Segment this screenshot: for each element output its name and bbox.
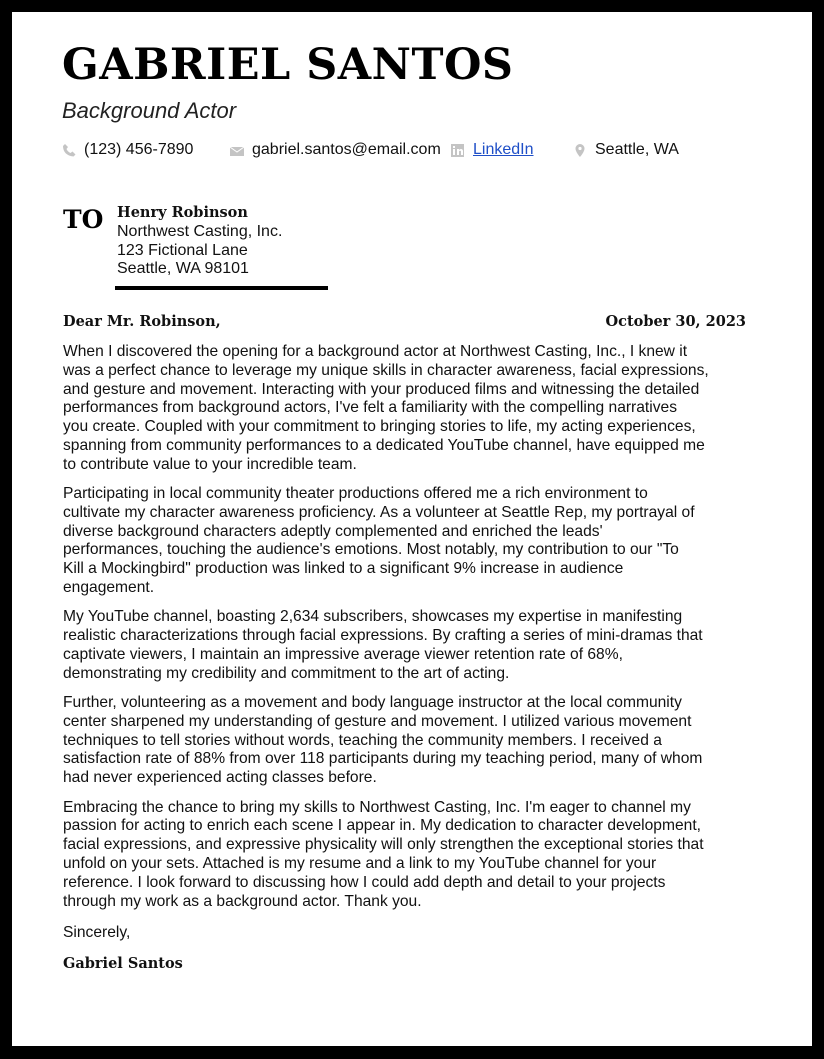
paragraph-line: spanning from community performances to a dedicated YouTube channel, have equipped me (63, 436, 705, 454)
phone-number: (123) 456-7890 (84, 141, 194, 158)
salutation: Dear Mr. Robinson, (63, 313, 221, 330)
paragraph-line: through my work as a background actor. Thank you. (63, 892, 422, 910)
paragraph-line: realistic characterizations through facial expressions. By crafting a series of mini-dramas that (63, 627, 703, 645)
linkedin-icon (451, 143, 465, 157)
email-address[interactable]: gabriel.santos@email.com (252, 141, 441, 158)
paragraph-line: techniques to tell stories without words, teaching the community members. I received a (63, 731, 662, 749)
applicant-name: GABRIEL SANTOS (62, 40, 514, 90)
paragraph-line: cultivate my character awareness proficiency. As a volunteer at Seattle Rep, my portrayal of (63, 503, 695, 521)
paragraph-line: was a perfect chance to leverage my unique skills in character awareness, facial expressions, (63, 361, 709, 379)
paragraph-line: you create. Coupled with your commitment to bringing stories to life, my acting experiences, (63, 418, 696, 436)
paragraph-line: Embracing the chance to bring my skills to Northwest Casting, Inc. I'm eager to channel my (63, 798, 691, 816)
body-paragraph (63, 485, 753, 598)
body-paragraph (63, 343, 753, 475)
divider (115, 286, 328, 290)
envelope-icon (230, 143, 244, 157)
paragraph-line: had never experienced acting classes before. (63, 769, 377, 787)
recipient-company: Northwest Casting, Inc. (117, 222, 283, 240)
paragraph-line: My YouTube channel, boasting 2,634 subscribers, showcases my expertise in manifesting (63, 608, 683, 626)
recipient-name: Henry Robinson (117, 204, 248, 221)
closing: Sincerely, (63, 924, 131, 942)
paragraph-line: captivate viewers, I maintain an impressive average viewer retention rate of 68%, (63, 645, 623, 663)
signature: Gabriel Santos (63, 955, 183, 973)
cover-letter-page (12, 12, 812, 1046)
paragraph-line: performances, touching the audience's emotions. Most notably, my contribution to our "To (63, 541, 679, 559)
recipient-city: Seattle, WA 98101 (117, 260, 249, 278)
paragraph-line: diverse background characters adeptly complemented and enriched the leads' (63, 522, 603, 540)
body-paragraph (63, 608, 753, 683)
paragraph-line: reference. I look forward to discussing how I could add depth and detail to your projects (63, 873, 666, 891)
location-text: Seattle, WA (595, 141, 679, 158)
recipient-block (117, 204, 282, 279)
paragraph-line: satisfaction rate of 88% from over 118 participants during my teaching period, many of whom (63, 750, 703, 768)
letter-date: October 30, 2023 (605, 313, 746, 330)
paragraph-line: performances from background actors, I've felt a familiarity with the compelling narratives (63, 399, 677, 417)
recipient-street: 123 Fictional Lane (117, 241, 248, 259)
paragraph-line: unfold on your sets. Attached is my resume and a link to my YouTube channel for your (63, 854, 657, 872)
paragraph-line: Participating in local community theater productions offered me a rich environment to (63, 485, 648, 503)
paragraph-line: center sharpened my understanding of gesture and movement. I utilized various movement (63, 712, 692, 730)
phone-icon (62, 143, 76, 157)
letter-body (63, 343, 753, 974)
paragraph-line: demonstrating my credibility and commitment to the art of acting. (63, 664, 510, 682)
job-title: Background Actor (62, 98, 237, 123)
paragraph-line: to contribute value to your incredible team. (63, 455, 357, 473)
contact-linkedin (451, 141, 534, 159)
body-paragraph (63, 799, 753, 912)
to-label: TO (63, 205, 104, 234)
body-paragraph (63, 694, 753, 788)
paragraph-line: Further, volunteering as a movement and body language instructor at the local community (63, 694, 682, 712)
paragraph-line: engagement. (63, 579, 155, 597)
paragraph-line: passion for acting to enrich each scene I appear in. My dedication to character development, (63, 817, 701, 835)
contact-phone (62, 141, 193, 159)
location-pin-icon (573, 143, 587, 157)
contact-location (573, 141, 679, 159)
contact-email (230, 141, 441, 159)
paragraph-line: facial expressions, and expressive physicality will only strengthen the exceptional stories that (63, 836, 704, 854)
paragraph-line: Kill a Mockingbird" production was linked to a significant 9% increase in audience (63, 560, 624, 578)
paragraph-line: and gesture and movement. Interacting with your produced films and witnessing the detailed (63, 380, 700, 398)
linkedin-link[interactable]: LinkedIn (473, 141, 534, 158)
paragraph-line: When I discovered the opening for a background actor at Northwest Casting, Inc., I knew it (63, 343, 688, 360)
